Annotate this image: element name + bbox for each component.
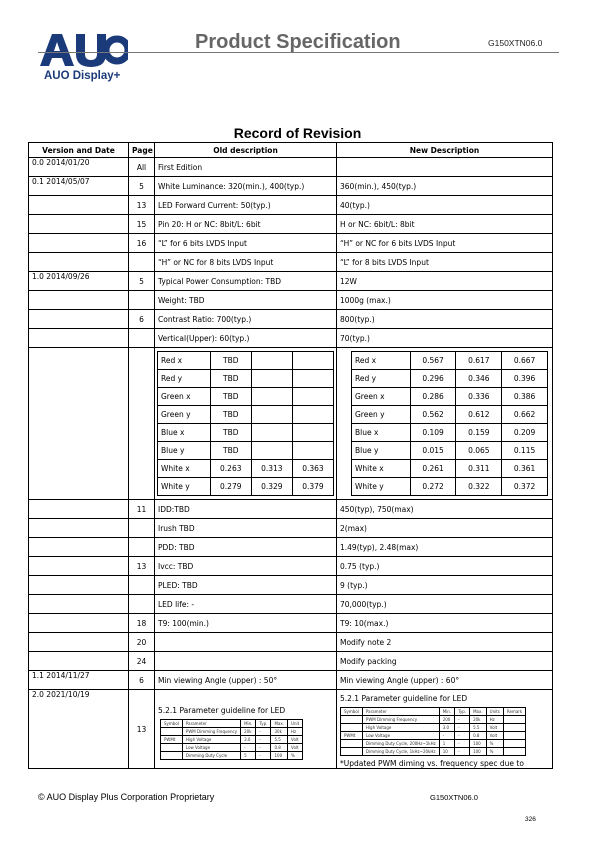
chromaticity-row — [158, 460, 334, 478]
table-row — [29, 329, 553, 348]
table-row — [29, 348, 553, 500]
old-description-cell: Weight: TBD — [155, 291, 337, 310]
pwm-cell: Volt — [288, 736, 303, 744]
version-cell: 0.1 2014/05/07 — [29, 177, 129, 196]
chromaticity-value: 0.363 — [292, 460, 333, 478]
chromaticity-label: Green y — [158, 406, 211, 424]
chromaticity-label: White x — [158, 460, 211, 478]
chromaticity-label: White y — [352, 478, 411, 496]
pwm-cell — [161, 752, 183, 760]
pwm-cell — [341, 748, 363, 756]
page-cell: 5 — [129, 272, 155, 291]
new-description-cell: 800(typ.) — [337, 310, 553, 329]
header-version: Version and Date — [29, 143, 129, 158]
new-description-cell: 9 (typ.) — [337, 576, 553, 595]
chromaticity-label: Green x — [352, 388, 411, 406]
version-cell — [29, 234, 129, 253]
page-cell: 5 — [129, 177, 155, 196]
old-description-cell: White Luminance: 320(min.), 400(typ.) — [155, 177, 337, 196]
pwm-cell: - — [455, 740, 470, 748]
page-cell: 6 — [129, 310, 155, 329]
chromaticity-row — [352, 406, 548, 424]
chromaticity-value — [292, 370, 333, 388]
page-cell — [129, 538, 155, 557]
version-cell — [29, 614, 129, 633]
chromaticity-value — [292, 388, 333, 406]
page-cell: 13 — [129, 557, 155, 576]
header-page: Page — [129, 143, 155, 158]
pwm-header-cell: Typ. — [256, 720, 271, 728]
chromaticity-value — [292, 406, 333, 424]
table-row — [29, 253, 553, 272]
pwm-cell: - — [256, 736, 271, 744]
chromaticity-label: Blue x — [158, 424, 211, 442]
record-title: Record of Revision — [233, 125, 362, 141]
pwm-row — [161, 752, 303, 760]
version-cell — [29, 519, 129, 538]
version-cell — [29, 291, 129, 310]
chromaticity-value — [292, 424, 333, 442]
pwm-cell — [341, 740, 363, 748]
footer-copyright: © AUO Display Plus Corporation Proprietary — [38, 792, 215, 802]
new-pwm-table — [340, 707, 526, 756]
chromaticity-value: 0.329 — [251, 478, 292, 496]
chromaticity-value: TBD — [210, 442, 251, 460]
chromaticity-value: 0.065 — [456, 442, 502, 460]
chromaticity-value — [251, 424, 292, 442]
chromaticity-value: TBD — [210, 352, 251, 370]
pwm-header-cell: Symbol — [161, 720, 183, 728]
version-cell — [29, 633, 129, 652]
chromaticity-value: 0.386 — [502, 388, 548, 406]
chromaticity-label: Red y — [158, 370, 211, 388]
page-number: 326 — [525, 816, 536, 823]
page-cell: 13 — [129, 690, 155, 769]
new-description-cell: 70,000(typ.) — [337, 595, 553, 614]
pwm-cell: 3.0 — [241, 736, 256, 744]
chromaticity-value: 0.372 — [502, 478, 548, 496]
chromaticity-value — [251, 370, 292, 388]
pwm-cell: Hz — [288, 728, 303, 736]
pwm-row — [341, 732, 526, 740]
chromaticity-value: 0.396 — [502, 370, 548, 388]
table-row — [29, 652, 553, 671]
pwm-cell: 5.5 — [271, 736, 288, 744]
pwm-cell: Hz — [486, 716, 503, 724]
pwm-cell: 0.8 — [271, 744, 288, 752]
chromaticity-value — [251, 388, 292, 406]
table-row — [29, 291, 553, 310]
pwm-cell — [341, 716, 363, 724]
chromaticity-row — [352, 370, 548, 388]
new-description-cell: Min viewing Angle (upper) : 60° — [337, 671, 553, 690]
chromaticity-value: 0.361 — [502, 460, 548, 478]
version-cell — [29, 253, 129, 272]
pwm-cell: Dimming Duty Cycle, 1kHz~20kHz — [362, 748, 439, 756]
pwm-cell: - — [241, 744, 256, 752]
chromaticity-row — [352, 424, 548, 442]
chromaticity-label: Red x — [352, 352, 411, 370]
table-row — [29, 690, 553, 769]
chromaticity-label: Green y — [352, 406, 411, 424]
chromaticity-value: 0.272 — [410, 478, 456, 496]
new-description-cell: “L” for 8 bits LVDS Input — [337, 253, 553, 272]
table-row — [29, 215, 553, 234]
pwm-cell: - — [256, 744, 271, 752]
version-cell — [29, 557, 129, 576]
pwm-row — [161, 736, 303, 744]
new-description-cell — [337, 690, 553, 769]
pwm-cell: - — [455, 716, 470, 724]
chromaticity-value: 0.109 — [410, 424, 456, 442]
chromaticity-value — [292, 442, 333, 460]
new-description-cell: 360(min.), 450(typ.) — [337, 177, 553, 196]
old-chromaticity-table — [157, 351, 334, 496]
table-row — [29, 633, 553, 652]
pwm-row — [341, 716, 526, 724]
pwm-cell: 5.5 — [470, 724, 487, 732]
document-code: G150XTN06.0 — [488, 38, 543, 48]
chromaticity-value: 0.311 — [456, 460, 502, 478]
chromaticity-value: 0.015 — [410, 442, 456, 460]
pwm-row — [161, 744, 303, 752]
chromaticity-value: 0.296 — [410, 370, 456, 388]
pwm-cell: PWMt — [161, 736, 183, 744]
old-description-cell: Ivcc: TBD — [155, 557, 337, 576]
header-new: New Description — [337, 143, 553, 158]
version-cell — [29, 215, 129, 234]
old-pwm-table — [160, 719, 303, 760]
pwm-cell: - — [256, 752, 271, 760]
document-title: Product Specification — [195, 31, 401, 53]
old-description-cell — [155, 633, 337, 652]
auo-logo — [38, 30, 128, 70]
pwm-row — [341, 724, 526, 732]
table-row — [29, 158, 553, 177]
chromaticity-value: TBD — [210, 388, 251, 406]
chromaticity-value: 0.115 — [502, 442, 548, 460]
version-cell: 1.0 2014/09/26 — [29, 272, 129, 291]
pwm-cell: % — [288, 752, 303, 760]
pwm-cell: 30k — [271, 728, 288, 736]
old-description-cell: Typical Power Consumption: TBD — [155, 272, 337, 291]
pwm-cell — [161, 744, 183, 752]
chromaticity-row — [352, 460, 548, 478]
chromaticity-row — [352, 388, 548, 406]
old-description-cell — [155, 652, 337, 671]
footer-code: G150XTN06.0 — [430, 793, 478, 802]
chromaticity-value: 0.617 — [456, 352, 502, 370]
pwm-cell — [503, 724, 525, 732]
chromaticity-row — [158, 478, 334, 496]
old-description-cell: First Edition — [155, 158, 337, 177]
chromaticity-label: Red x — [158, 352, 211, 370]
version-cell: 2.0 2021/10/19 — [29, 690, 129, 769]
version-cell — [29, 652, 129, 671]
chromaticity-value: 0.379 — [292, 478, 333, 496]
chromaticity-row — [158, 388, 334, 406]
new-description-cell: 12W — [337, 272, 553, 291]
new-description-cell: 40(typ.) — [337, 196, 553, 215]
page-cell — [129, 595, 155, 614]
pwm-header-cell: Units — [486, 708, 503, 716]
chromaticity-label: White x — [352, 460, 411, 478]
pwm-cell: 0.8 — [470, 732, 487, 740]
pwm-cell: Low Voltage — [362, 732, 439, 740]
page-cell: All — [129, 158, 155, 177]
pwm-cell: - — [455, 732, 470, 740]
old-description-cell: Vertical(Upper): 60(typ.) — [155, 329, 337, 348]
table-row — [29, 177, 553, 196]
version-cell: 1.1 2014/11/27 — [29, 671, 129, 690]
chromaticity-value: 0.346 — [456, 370, 502, 388]
pwm-cell — [341, 724, 363, 732]
old-description-cell: “H” or NC for 8 bits LVDS Input — [155, 253, 337, 272]
old-description-cell: “L” for 6 bits LVDS Input — [155, 234, 337, 253]
chromaticity-value: TBD — [210, 406, 251, 424]
pwm-cell: 3.0 — [439, 724, 454, 732]
chromaticity-value: 0.159 — [456, 424, 502, 442]
pwm-cell: - — [439, 732, 454, 740]
header-old: Old description — [155, 143, 337, 158]
chromaticity-value: 0.567 — [410, 352, 456, 370]
page-cell — [129, 576, 155, 595]
new-chromaticity — [337, 348, 553, 500]
old-pwm-title: 5.2.1 Parameter guideline for LED — [158, 706, 286, 715]
new-description-cell: H or NC: 6bit/L: 8bit — [337, 215, 553, 234]
chromaticity-value: 0.322 — [456, 478, 502, 496]
page-cell: 6 — [129, 671, 155, 690]
table-row — [29, 196, 553, 215]
chromaticity-row — [158, 406, 334, 424]
table-row — [29, 671, 553, 690]
chromaticity-label: Blue y — [158, 442, 211, 460]
header-divider — [38, 52, 559, 53]
chromaticity-value: TBD — [210, 370, 251, 388]
chromaticity-value: TBD — [210, 424, 251, 442]
chromaticity-label: Blue x — [352, 424, 411, 442]
pwm-cell: 20k — [241, 728, 256, 736]
pwm-cell — [503, 716, 525, 724]
chromaticity-value: 0.286 — [410, 388, 456, 406]
pwm-cell: Volt — [288, 744, 303, 752]
pwm-cell — [503, 748, 525, 756]
new-description-cell: 1000g (max.) — [337, 291, 553, 310]
pwm-cell: 10 — [439, 748, 454, 756]
page-cell: 15 — [129, 215, 155, 234]
new-description-cell: 1.49(typ), 2.48(max) — [337, 538, 553, 557]
pwm-cell: High Voltage — [362, 724, 439, 732]
old-description-cell: Pin 20: H or NC: 8bit/L: 6bit — [155, 215, 337, 234]
pwm-header-row — [341, 708, 526, 716]
pwm-cell: 100 — [470, 740, 487, 748]
old-description-cell: T9: 100(min.) — [155, 614, 337, 633]
pwm-header-cell: Min. — [241, 720, 256, 728]
version-cell — [29, 538, 129, 557]
chromaticity-value: 0.279 — [210, 478, 251, 496]
old-description-cell: LED Forward Current: 50(typ.) — [155, 196, 337, 215]
table-row — [29, 538, 553, 557]
pwm-row — [161, 728, 303, 736]
pwm-cell: % — [486, 748, 503, 756]
old-description-cell: IDD:TBD — [155, 500, 337, 519]
chromaticity-row — [352, 478, 548, 496]
version-cell — [29, 196, 129, 215]
new-pwm-title: 5.2.1 Parameter guideline for LED — [340, 694, 468, 703]
version-cell — [29, 310, 129, 329]
pwm-cell: Dimming Duty Cycle — [182, 752, 240, 760]
pwm-header-row — [161, 720, 303, 728]
chromaticity-value: 0.313 — [251, 460, 292, 478]
pwm-cell: 100 — [271, 752, 288, 760]
pwm-header-cell: Min. — [439, 708, 454, 716]
pwm-cell: PWMt — [341, 732, 363, 740]
chromaticity-value: 0.612 — [456, 406, 502, 424]
pwm-cell: PWM Dimming Frequency — [362, 716, 439, 724]
page-cell: 11 — [129, 500, 155, 519]
table-row — [29, 234, 553, 253]
chromaticity-value — [251, 442, 292, 460]
page-cell — [129, 253, 155, 272]
version-cell — [29, 595, 129, 614]
pwm-cell: 100 — [470, 748, 487, 756]
new-description-cell: Modify packing — [337, 652, 553, 671]
chromaticity-value — [251, 352, 292, 370]
pwm-cell: PWM Dimming Frequency — [182, 728, 240, 736]
table-row — [29, 614, 553, 633]
pwm-header-cell: Remark — [503, 708, 525, 716]
pwm-row — [341, 748, 526, 756]
chromaticity-label: Red y — [352, 370, 411, 388]
version-cell — [29, 500, 129, 519]
chromaticity-label: Green x — [158, 388, 211, 406]
logo-subtitle: AUO Display+ — [44, 70, 121, 82]
old-description-cell: PDD: TBD — [155, 538, 337, 557]
new-description-cell: 2(max) — [337, 519, 553, 538]
page-cell: 16 — [129, 234, 155, 253]
page-cell: 20 — [129, 633, 155, 652]
new-description-cell: T9: 10(max.) — [337, 614, 553, 633]
pwm-header-cell: Typ. — [455, 708, 470, 716]
chromaticity-value: 0.263 — [210, 460, 251, 478]
old-description-cell: Irush TBD — [155, 519, 337, 538]
chromaticity-value: 0.209 — [502, 424, 548, 442]
pwm-cell — [161, 728, 183, 736]
table-row — [29, 500, 553, 519]
chromaticity-value: 0.562 — [410, 406, 456, 424]
chromaticity-value — [251, 406, 292, 424]
pwm-header-cell: Parameter — [182, 720, 240, 728]
old-chromaticity — [155, 348, 337, 500]
page-cell — [129, 519, 155, 538]
table-row — [29, 576, 553, 595]
revision-table — [28, 142, 553, 769]
pwm-cell: 1 — [439, 740, 454, 748]
old-description-cell: LED life: - — [155, 595, 337, 614]
page-cell — [129, 329, 155, 348]
pwm-cell: - — [256, 728, 271, 736]
pwm-cell: Volt — [486, 732, 503, 740]
chromaticity-value — [292, 352, 333, 370]
pwm-cell: High Voltage — [182, 736, 240, 744]
old-description-cell: Min viewing Angle (upper) : 50° — [155, 671, 337, 690]
table-row — [29, 519, 553, 538]
pwm-cell — [503, 732, 525, 740]
chromaticity-value: 0.662 — [502, 406, 548, 424]
chromaticity-value: 0.667 — [502, 352, 548, 370]
pwm-cell: 20k — [470, 716, 487, 724]
pwm-header-cell: Symbol — [341, 708, 363, 716]
chromaticity-row — [158, 352, 334, 370]
pwm-cell: % — [486, 740, 503, 748]
new-chromaticity-table — [351, 351, 548, 496]
version-cell — [29, 576, 129, 595]
old-description-cell: Contrast Ratio: 700(typ.) — [155, 310, 337, 329]
pwm-cell: Volt — [486, 724, 503, 732]
chromaticity-row — [158, 370, 334, 388]
chromaticity-row — [158, 424, 334, 442]
pwm-header-cell: Max. — [271, 720, 288, 728]
page-cell — [129, 291, 155, 310]
new-description-cell: 450(typ), 750(max) — [337, 500, 553, 519]
table-row — [29, 595, 553, 614]
version-cell: 0.0 2014/01/20 — [29, 158, 129, 177]
new-pwm-note: *Updated PWM diming vs. frequency spec due to — [340, 759, 524, 768]
chromaticity-label: Blue y — [352, 442, 411, 460]
pwm-cell: Dimming Duty Cycle, 200Hz~1kHz — [362, 740, 439, 748]
old-description-cell: PLED: TBD — [155, 576, 337, 595]
new-description-cell: 0.75 (typ.) — [337, 557, 553, 576]
table-row — [29, 557, 553, 576]
pwm-row — [341, 740, 526, 748]
pwm-cell: Low Voltage — [182, 744, 240, 752]
chromaticity-row — [352, 442, 548, 460]
pwm-header-cell: Unit — [288, 720, 303, 728]
pwm-cell: - — [455, 724, 470, 732]
pwm-cell: 5 — [241, 752, 256, 760]
pwm-cell: - — [455, 748, 470, 756]
page-cell: 24 — [129, 652, 155, 671]
table-row — [29, 310, 553, 329]
pwm-cell — [503, 740, 525, 748]
pwm-header-cell: Max. — [470, 708, 487, 716]
new-description-cell — [337, 158, 553, 177]
chromaticity-label: White y — [158, 478, 211, 496]
new-description-cell: 70(typ.) — [337, 329, 553, 348]
pwm-header-cell: Parameter — [362, 708, 439, 716]
table-header-row — [29, 143, 553, 158]
chromaticity-value: 0.336 — [456, 388, 502, 406]
table-row — [29, 272, 553, 291]
old-description-cell — [155, 690, 337, 769]
chromaticity-value: 0.261 — [410, 460, 456, 478]
new-description-cell: “H” or NC for 6 bits LVDS Input — [337, 234, 553, 253]
page-cell: 18 — [129, 614, 155, 633]
new-description-cell: Modify note 2 — [337, 633, 553, 652]
page-cell: 13 — [129, 196, 155, 215]
pwm-cell: 200 — [439, 716, 454, 724]
chromaticity-row — [158, 442, 334, 460]
version-cell — [29, 329, 129, 348]
chromaticity-row — [352, 352, 548, 370]
